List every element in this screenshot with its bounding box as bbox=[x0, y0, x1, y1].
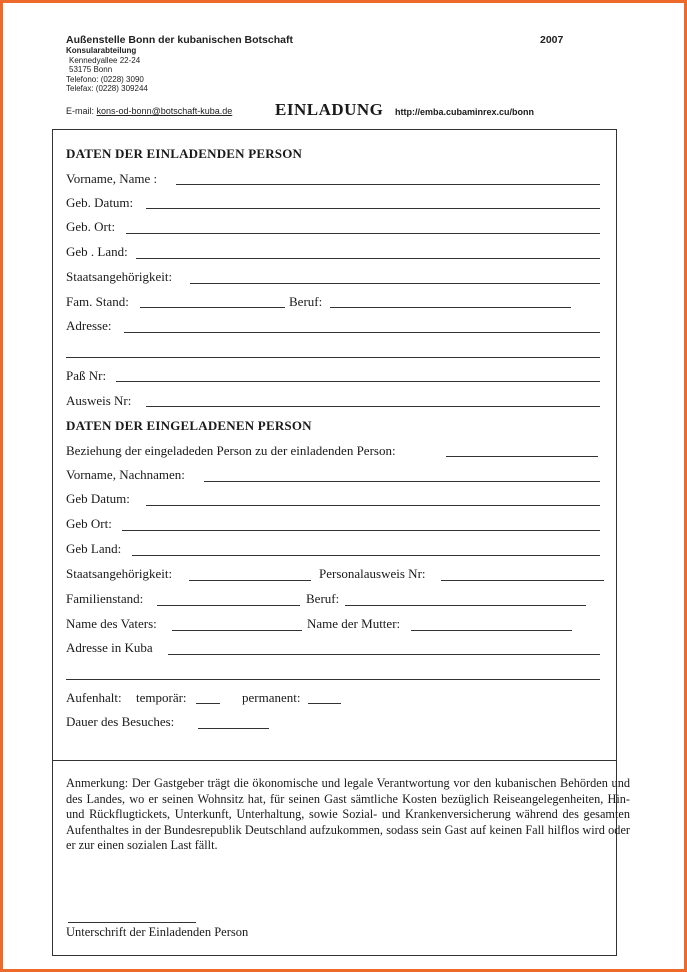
field-geb-land[interactable] bbox=[136, 258, 600, 259]
field-invitee-geb-datum[interactable] bbox=[146, 505, 600, 506]
label-invitee-geb-ort: Geb Ort: bbox=[66, 516, 112, 531]
label-aufenthalt: Aufenhalt: bbox=[66, 690, 122, 705]
label-invitee-geb-land: Geb Land: bbox=[66, 541, 122, 556]
field-temporaer[interactable] bbox=[196, 703, 220, 704]
field-mutter[interactable] bbox=[411, 630, 572, 631]
label-staat: Staatsangehörigkeit: bbox=[66, 269, 173, 284]
label-pass: Paß Nr: bbox=[66, 368, 107, 383]
field-invitee-geb-land[interactable] bbox=[132, 555, 600, 556]
year: 2007 bbox=[540, 34, 564, 46]
label-familienstand: Familienstand: bbox=[66, 591, 144, 606]
label-beruf: Beruf: bbox=[289, 294, 323, 309]
field-staat[interactable] bbox=[190, 283, 600, 284]
label-name: Vorname, Name : bbox=[66, 171, 158, 186]
label-geb-datum: Geb. Datum: bbox=[66, 195, 134, 210]
field-pass[interactable] bbox=[116, 381, 600, 382]
label-invitee-name: Vorname, Nachnamen: bbox=[66, 467, 185, 482]
label-adresse-kuba: Adresse in Kuba bbox=[66, 640, 153, 655]
email-address: kons-od-bonn@botschaft-kuba.de bbox=[96, 106, 233, 116]
organization-name: Außenstelle Bonn der kubanischen Botschaft bbox=[66, 34, 293, 46]
field-invitee-name[interactable] bbox=[204, 481, 600, 482]
signature-line[interactable] bbox=[68, 922, 196, 923]
field-familienstand[interactable] bbox=[157, 605, 300, 606]
website-url: http://emba.cubaminrex.cu/bonn bbox=[395, 107, 535, 117]
address-line: Kennedyallee 22-24 bbox=[69, 55, 141, 65]
field-name[interactable] bbox=[176, 184, 600, 185]
address-line: Telefono: (0228) 3090 bbox=[66, 74, 144, 84]
label-personalausweis: Personalausweis Nr: bbox=[319, 566, 426, 581]
label-geb-land: Geb . Land: bbox=[66, 244, 128, 259]
section-title-inviter: DATEN DER EINLADENDEN PERSON bbox=[66, 146, 303, 161]
signature-label: Unterschrift der Einladenden Person bbox=[66, 925, 249, 939]
section-title-invitee: DATEN DER EINGELADENEN PERSON bbox=[66, 418, 312, 433]
field-beziehung[interactable] bbox=[446, 456, 598, 457]
field-adresse-kuba-2[interactable] bbox=[66, 679, 600, 680]
email-row bbox=[66, 106, 232, 116]
field-adresse-2[interactable] bbox=[66, 357, 600, 358]
label-permanent: permanent: bbox=[242, 690, 301, 705]
address-line: Konsularabteilung bbox=[66, 46, 137, 55]
label-ausweis: Ausweis Nr: bbox=[66, 393, 132, 408]
field-adresse[interactable] bbox=[124, 332, 600, 333]
label-vater: Name des Vaters: bbox=[66, 616, 157, 631]
address-line: Telefax: (0228) 309244 bbox=[66, 84, 148, 94]
field-beruf[interactable] bbox=[330, 307, 571, 308]
note-text: Anmerkung: Der Gastgeber trägt die ökonomische und legale Verantwortung vor den kubanischen Behörden und des Landes, wo er seinen Wohnsitz hat, für seinen Gast sämtliche Kosten bezüglich Reiseangelegenheiten, Hin- und Rückflugtickets, Unterkunft, Unterhaltung, sowie Sozial- und Krankenversicherung während des gesamten Aufenthaltes in der Bundesrepublik Deutschland aufzukommen, sodass sein Gast auf keinen Fall hilflos wird oder er zur einen sozialen Last fällt. bbox=[66, 776, 630, 852]
label-invitee-staat: Staatsangehörigkeit: bbox=[66, 566, 173, 581]
field-dauer[interactable] bbox=[198, 728, 269, 729]
address-line: 53175 Bonn bbox=[69, 65, 113, 75]
field-permanent[interactable] bbox=[308, 703, 341, 704]
label-mutter: Name der Mutter: bbox=[307, 616, 401, 631]
field-invitee-geb-ort[interactable] bbox=[122, 530, 600, 531]
label-beziehung: Beziehung der eingeladeden Person zu der einladenden Person: bbox=[66, 443, 396, 458]
field-vater[interactable] bbox=[172, 630, 302, 631]
label-fam-stand: Fam. Stand: bbox=[66, 294, 129, 309]
field-geb-datum[interactable] bbox=[146, 208, 600, 209]
label-dauer: Dauer des Besuches: bbox=[66, 714, 175, 729]
label-adresse: Adresse: bbox=[66, 318, 112, 333]
address-block bbox=[66, 46, 148, 94]
label-temporaer: temporär: bbox=[136, 690, 187, 705]
field-adresse-kuba[interactable] bbox=[168, 654, 600, 655]
label-invitee-beruf: Beruf: bbox=[306, 591, 340, 606]
field-invitee-staat[interactable] bbox=[189, 580, 311, 581]
field-ausweis[interactable] bbox=[146, 406, 600, 407]
email-label: E-mail: bbox=[66, 106, 95, 116]
field-personalausweis[interactable] bbox=[441, 580, 604, 581]
label-geb-ort: Geb. Ort: bbox=[66, 219, 116, 234]
label-invitee-geb-datum: Geb Datum: bbox=[66, 491, 130, 506]
field-geb-ort[interactable] bbox=[126, 233, 600, 234]
field-fam-stand[interactable] bbox=[140, 307, 285, 308]
field-invitee-beruf[interactable] bbox=[345, 605, 586, 606]
document-title: EINLADUNG bbox=[275, 100, 384, 119]
